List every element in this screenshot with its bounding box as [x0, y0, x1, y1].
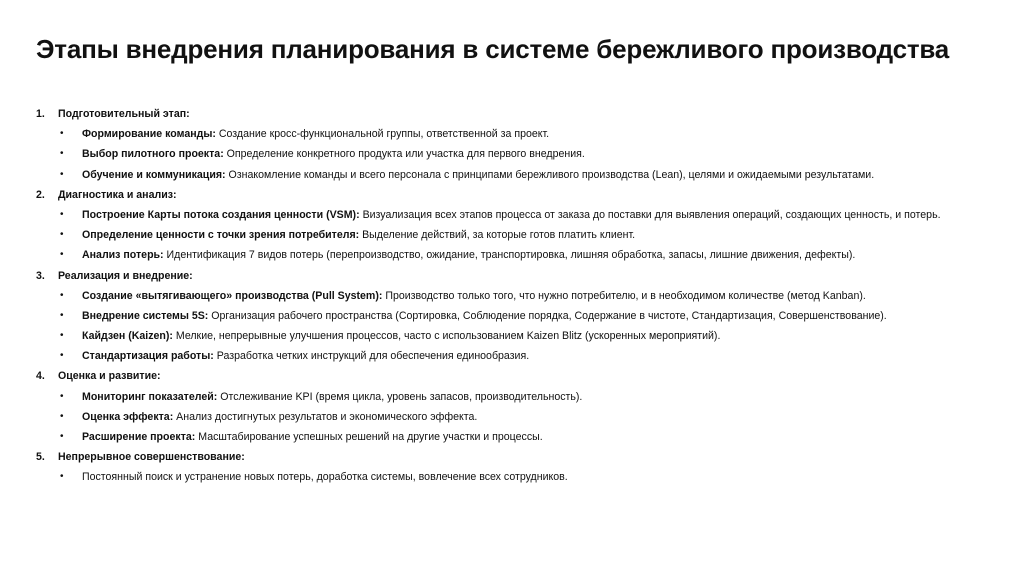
step-label: Подготовительный этап:: [58, 108, 190, 120]
list-item-description: Постоянный поиск и устранение новых потерь, доработка системы, вовлечение всех сотрудников.: [82, 471, 568, 484]
bullet-icon: •: [60, 390, 64, 402]
list-item: [36, 225, 996, 245]
list-item: [36, 467, 996, 487]
list-item-description: Масштабирование успешных решений на другие участки и процессы.: [195, 431, 543, 443]
list-item-description: Разработка четких инструкций для обеспечения единообразия.: [213, 350, 530, 363]
sub-list: [36, 124, 996, 185]
list-item: [36, 326, 996, 346]
list-item: [36, 144, 996, 164]
list-item: [36, 124, 996, 144]
list-item: [36, 346, 996, 366]
bullet-icon: •: [60, 309, 64, 321]
list-item-text: [82, 205, 941, 225]
list-item: [36, 286, 996, 306]
list-item-text: [82, 467, 568, 487]
list-item-term: Обучение и коммуникация:: [82, 168, 226, 181]
list-item: [36, 165, 996, 185]
sub-list: [36, 387, 996, 448]
step-number: 3.: [36, 269, 45, 282]
steps-list: [36, 104, 996, 488]
bullet-icon: •: [60, 249, 64, 261]
list-item-description: Определение конкретного продукта или участка для первого внедрения.: [223, 148, 585, 161]
bullet-icon: •: [60, 229, 64, 241]
list-item-term: Формирование команды:: [82, 128, 216, 141]
step-number: 4.: [36, 370, 45, 383]
list-item-description: Организация рабочего пространства (Сортировка, Соблюдение порядка, Содержание в чистоте, Стандартизация, Совершенствование).: [208, 309, 887, 322]
list-item-description: Ознакомление команды и всего персонала с принципами бережливого производства (Lean), целями и ожидаемыми результатами.: [225, 168, 875, 181]
list-item-term: Внедрение системы 5S:: [82, 309, 209, 322]
step-item: [36, 266, 996, 367]
list-item: [36, 306, 996, 326]
step-heading: [36, 447, 996, 467]
list-item-text: [82, 326, 720, 346]
list-item-text: [82, 225, 635, 245]
list-item-description: Создание кросс-функциональной группы, ответственной за проект.: [215, 128, 550, 141]
list-item-text: [82, 387, 582, 407]
step-item: [36, 104, 996, 185]
list-item-description: Отслеживание KPI (время цикла, уровень запасов, производительность).: [217, 390, 583, 403]
step-heading: [36, 266, 996, 286]
list-item-description: Выделение действий, за которые готов платить клиент.: [359, 229, 636, 242]
step-heading: [36, 366, 996, 386]
list-item-text: [82, 427, 543, 447]
step-heading: [36, 104, 996, 124]
step-label: Реализация и внедрение:: [58, 269, 193, 282]
list-item-description: Идентификация 7 видов потерь (перепроизводство, ожидание, транспортировка, лишняя обработка, запасы, лишние движения, дефекты).: [163, 249, 856, 262]
list-item-text: [82, 346, 529, 366]
sub-list: [36, 205, 996, 266]
list-item-text: [82, 144, 585, 164]
bullet-icon: •: [60, 330, 64, 342]
list-item-term: Построение Карты потока создания ценности (VSM):: [82, 208, 360, 221]
list-item-text: [82, 245, 855, 265]
list-item: [36, 407, 996, 427]
sub-list: [36, 286, 996, 367]
list-item-text: [82, 165, 874, 185]
list-item-text: [82, 306, 887, 326]
step-item: [36, 185, 996, 266]
list-item-term: Расширение проекта:: [82, 431, 196, 443]
bullet-icon: •: [60, 128, 64, 140]
list-item: [36, 387, 996, 407]
bullet-icon: •: [60, 208, 64, 220]
list-item-description: Визуализация всех этапов процесса от заказа до поставки для выявления операций, создающих ценность, и потерь.: [359, 208, 941, 221]
bullet-icon: •: [60, 289, 64, 301]
step-number: 1.: [36, 108, 45, 120]
list-item-description: Мелкие, непрерывные улучшения процессов, часто с использованием Kaizen Blitz (ускоренных мероприятий).: [172, 330, 721, 343]
page-title: Этапы внедрения планирования в системе бережливого производства: [36, 34, 950, 64]
step-label: Диагностика и анализ:: [58, 188, 177, 201]
list-item: [36, 427, 996, 447]
step-number: 2.: [36, 188, 45, 201]
list-item-term: Анализ потерь:: [82, 249, 164, 262]
list-item-description: Производство только того, что нужно потребителю, и в необходимом количестве (метод Kanban).: [382, 289, 866, 302]
step-number: 5.: [36, 451, 45, 464]
list-item-term: Определение ценности с точки зрения потребителя:: [82, 229, 360, 242]
list-item-term: Мониторинг показателей:: [82, 390, 218, 403]
list-item-term: Стандартизация работы:: [82, 350, 214, 363]
list-item-text: [82, 124, 549, 144]
list-item-term: Выбор пилотного проекта:: [82, 148, 224, 161]
list-item: [36, 205, 996, 225]
list-item-term: Создание «вытягивающего» производства (Pull System):: [82, 289, 383, 302]
bullet-icon: •: [60, 168, 64, 180]
step-heading: [36, 185, 996, 205]
bullet-icon: •: [60, 431, 64, 442]
step-item: [36, 366, 996, 447]
list-item-text: [82, 407, 477, 427]
list-item-description: Анализ достигнутых результатов и экономического эффекта.: [173, 410, 478, 423]
bullet-icon: •: [60, 471, 64, 483]
bullet-icon: •: [60, 350, 64, 362]
step-item: [36, 447, 996, 487]
step-label: Оценка и развитие:: [58, 370, 161, 383]
step-label: Непрерывное совершенствование:: [58, 451, 245, 464]
bullet-icon: •: [60, 410, 64, 422]
list-item-term: Оценка эффекта:: [82, 410, 174, 423]
list-item: [36, 245, 996, 265]
list-item-term: Кайдзен (Kaizen):: [82, 330, 173, 343]
bullet-icon: •: [60, 148, 64, 160]
sub-list: [36, 467, 996, 487]
list-item-text: [82, 286, 866, 306]
